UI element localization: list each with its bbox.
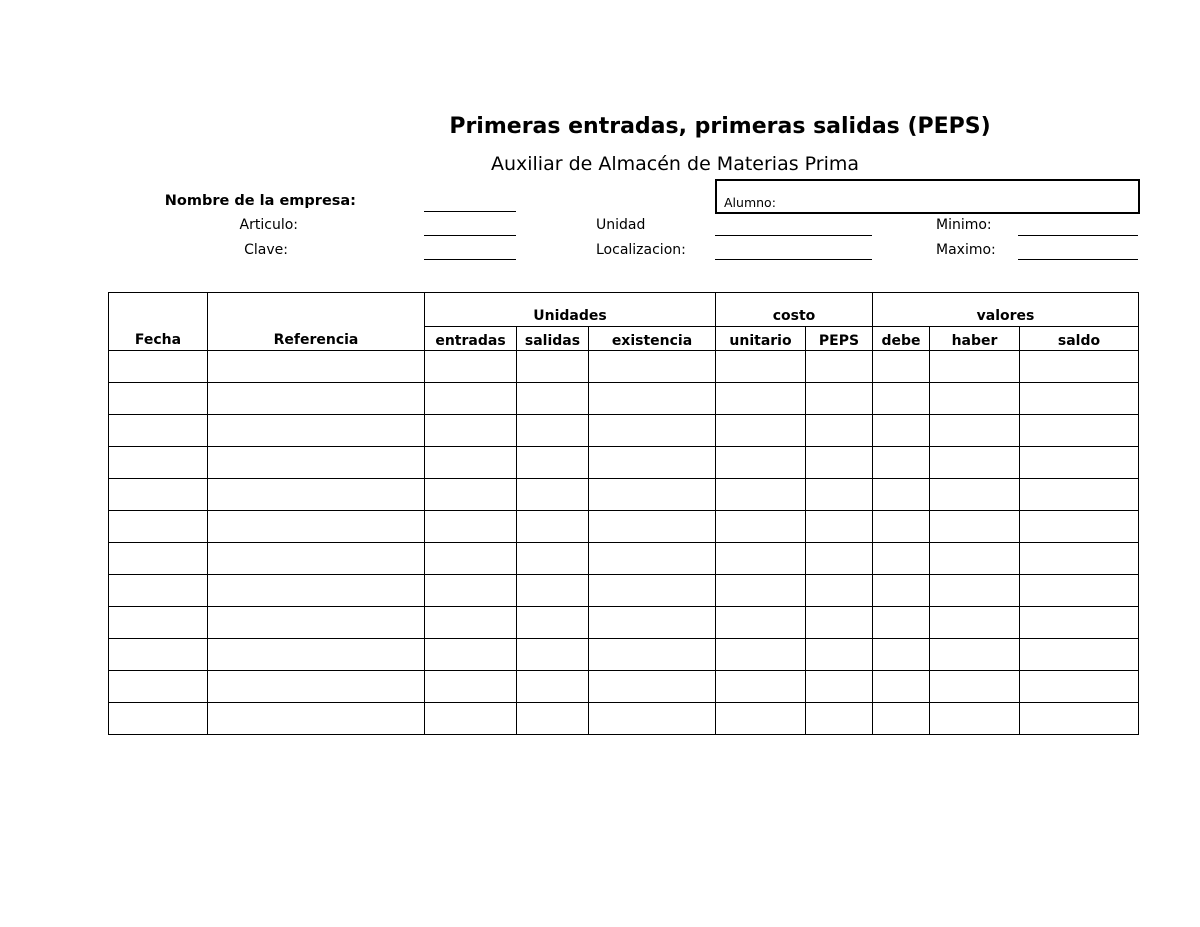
cell-fecha[interactable] bbox=[109, 383, 208, 415]
cell-fecha[interactable] bbox=[109, 447, 208, 479]
cell-debe[interactable] bbox=[873, 447, 930, 479]
cell-entradas[interactable] bbox=[425, 671, 517, 703]
cell-saldo[interactable] bbox=[1020, 543, 1139, 575]
cell-referencia[interactable] bbox=[208, 703, 425, 735]
cell-unitario[interactable] bbox=[716, 543, 806, 575]
cell-existencia[interactable] bbox=[589, 575, 716, 607]
cell-existencia[interactable] bbox=[589, 447, 716, 479]
page-subtitle: Auxiliar de Almacén de Materias Prima bbox=[490, 153, 860, 175]
maximo-label: Maximo: bbox=[936, 242, 996, 258]
cell-entradas[interactable] bbox=[425, 607, 517, 639]
cell-fecha[interactable] bbox=[109, 671, 208, 703]
cell-referencia[interactable] bbox=[208, 351, 425, 383]
cell-debe[interactable] bbox=[873, 351, 930, 383]
cell-fecha[interactable] bbox=[109, 607, 208, 639]
cell-peps[interactable] bbox=[806, 415, 873, 447]
cell-referencia[interactable] bbox=[208, 543, 425, 575]
alumno-box[interactable] bbox=[715, 179, 1140, 214]
cell-existencia[interactable] bbox=[589, 543, 716, 575]
table-row bbox=[109, 479, 1139, 511]
inventory-table bbox=[108, 292, 1139, 735]
cell-debe[interactable] bbox=[873, 511, 930, 543]
cell-entradas[interactable] bbox=[425, 383, 517, 415]
minimo-label: Minimo: bbox=[936, 217, 992, 233]
cell-existencia[interactable] bbox=[589, 703, 716, 735]
cell-peps[interactable] bbox=[806, 639, 873, 671]
cell-fecha[interactable] bbox=[109, 351, 208, 383]
cell-existencia[interactable] bbox=[589, 639, 716, 671]
cell-entradas[interactable] bbox=[425, 639, 517, 671]
cell-peps[interactable] bbox=[806, 543, 873, 575]
articulo-field[interactable] bbox=[424, 235, 516, 236]
cell-haber[interactable] bbox=[930, 479, 1020, 511]
maximo-field[interactable] bbox=[1018, 259, 1138, 260]
col-header-saldo: saldo bbox=[1020, 327, 1139, 351]
cell-haber[interactable] bbox=[930, 351, 1020, 383]
table-body bbox=[109, 351, 1139, 735]
cell-haber[interactable] bbox=[930, 383, 1020, 415]
cell-saldo[interactable] bbox=[1020, 671, 1139, 703]
cell-saldo[interactable] bbox=[1020, 383, 1139, 415]
cell-peps[interactable] bbox=[806, 511, 873, 543]
clave-field[interactable] bbox=[424, 259, 516, 260]
cell-saldo[interactable] bbox=[1020, 703, 1139, 735]
cell-unitario[interactable] bbox=[716, 351, 806, 383]
cell-peps[interactable] bbox=[806, 447, 873, 479]
cell-referencia[interactable] bbox=[208, 607, 425, 639]
table-row bbox=[109, 575, 1139, 607]
col-header-entradas: entradas bbox=[425, 327, 517, 351]
cell-peps[interactable] bbox=[806, 671, 873, 703]
table-row bbox=[109, 543, 1139, 575]
col-header-referencia: Referencia bbox=[208, 293, 425, 351]
cell-unitario[interactable] bbox=[716, 479, 806, 511]
cell-unitario[interactable] bbox=[716, 511, 806, 543]
table-row bbox=[109, 415, 1139, 447]
col-header-salidas: salidas bbox=[517, 327, 589, 351]
cell-referencia[interactable] bbox=[208, 575, 425, 607]
table-row bbox=[109, 447, 1139, 479]
cell-haber[interactable] bbox=[930, 639, 1020, 671]
cell-saldo[interactable] bbox=[1020, 607, 1139, 639]
cell-fecha[interactable] bbox=[109, 575, 208, 607]
cell-haber[interactable] bbox=[930, 671, 1020, 703]
cell-existencia[interactable] bbox=[589, 383, 716, 415]
alumno-label: Alumno: bbox=[724, 195, 776, 210]
cell-debe[interactable] bbox=[873, 479, 930, 511]
cell-haber[interactable] bbox=[930, 511, 1020, 543]
cell-fecha[interactable] bbox=[109, 511, 208, 543]
cell-salidas[interactable] bbox=[517, 575, 589, 607]
cell-debe[interactable] bbox=[873, 639, 930, 671]
cell-salidas[interactable] bbox=[517, 671, 589, 703]
cell-haber[interactable] bbox=[930, 575, 1020, 607]
cell-debe[interactable] bbox=[873, 383, 930, 415]
cell-haber[interactable] bbox=[930, 415, 1020, 447]
cell-salidas[interactable] bbox=[517, 639, 589, 671]
col-header-unitario: unitario bbox=[716, 327, 806, 351]
empresa-field[interactable] bbox=[424, 211, 516, 212]
cell-saldo[interactable] bbox=[1020, 479, 1139, 511]
cell-debe[interactable] bbox=[873, 607, 930, 639]
cell-peps[interactable] bbox=[806, 479, 873, 511]
cell-debe[interactable] bbox=[873, 415, 930, 447]
cell-referencia[interactable] bbox=[208, 639, 425, 671]
group-header-valores: valores bbox=[873, 293, 1139, 327]
cell-peps[interactable] bbox=[806, 351, 873, 383]
cell-salidas[interactable] bbox=[517, 415, 589, 447]
cell-salidas[interactable] bbox=[517, 383, 589, 415]
cell-existencia[interactable] bbox=[589, 351, 716, 383]
cell-entradas[interactable] bbox=[425, 351, 517, 383]
cell-fecha[interactable] bbox=[109, 415, 208, 447]
group-header-unidades: Unidades bbox=[425, 293, 716, 327]
cell-salidas[interactable] bbox=[517, 703, 589, 735]
cell-debe[interactable] bbox=[873, 543, 930, 575]
cell-peps[interactable] bbox=[806, 607, 873, 639]
cell-haber[interactable] bbox=[930, 607, 1020, 639]
cell-fecha[interactable] bbox=[109, 703, 208, 735]
cell-entradas[interactable] bbox=[425, 511, 517, 543]
cell-entradas[interactable] bbox=[425, 479, 517, 511]
localizacion-label: Localizacion: bbox=[596, 242, 686, 258]
cell-debe[interactable] bbox=[873, 671, 930, 703]
cell-existencia[interactable] bbox=[589, 671, 716, 703]
cell-saldo[interactable] bbox=[1020, 575, 1139, 607]
cell-entradas[interactable] bbox=[425, 415, 517, 447]
cell-unitario[interactable] bbox=[716, 671, 806, 703]
cell-haber[interactable] bbox=[930, 543, 1020, 575]
table-row bbox=[109, 607, 1139, 639]
cell-peps[interactable] bbox=[806, 383, 873, 415]
col-header-haber: haber bbox=[930, 327, 1020, 351]
cell-debe[interactable] bbox=[873, 575, 930, 607]
minimo-field[interactable] bbox=[1018, 235, 1138, 236]
col-header-peps: PEPS bbox=[806, 327, 873, 351]
clave-label: Clave: bbox=[244, 242, 288, 258]
col-header-debe: debe bbox=[873, 327, 930, 351]
empresa-label: Nombre de la empresa: bbox=[164, 193, 356, 209]
cell-unitario[interactable] bbox=[716, 383, 806, 415]
cell-referencia[interactable] bbox=[208, 447, 425, 479]
cell-saldo[interactable] bbox=[1020, 511, 1139, 543]
group-header-row bbox=[109, 293, 1139, 327]
cell-existencia[interactable] bbox=[589, 511, 716, 543]
cell-peps[interactable] bbox=[806, 575, 873, 607]
cell-referencia[interactable] bbox=[208, 671, 425, 703]
cell-fecha[interactable] bbox=[109, 479, 208, 511]
unidad-field[interactable] bbox=[715, 235, 872, 236]
cell-salidas[interactable] bbox=[517, 447, 589, 479]
cell-saldo[interactable] bbox=[1020, 639, 1139, 671]
cell-salidas[interactable] bbox=[517, 511, 589, 543]
cell-salidas[interactable] bbox=[517, 479, 589, 511]
cell-fecha[interactable] bbox=[109, 543, 208, 575]
group-header-costo: costo bbox=[716, 293, 873, 327]
table-row bbox=[109, 639, 1139, 671]
cell-unitario[interactable] bbox=[716, 415, 806, 447]
cell-salidas[interactable] bbox=[517, 543, 589, 575]
cell-entradas[interactable] bbox=[425, 447, 517, 479]
localizacion-field[interactable] bbox=[715, 259, 872, 260]
cell-salidas[interactable] bbox=[517, 607, 589, 639]
cell-existencia[interactable] bbox=[589, 479, 716, 511]
unidad-label: Unidad bbox=[596, 217, 646, 233]
cell-unitario[interactable] bbox=[716, 703, 806, 735]
cell-saldo[interactable] bbox=[1020, 351, 1139, 383]
cell-entradas[interactable] bbox=[425, 703, 517, 735]
cell-existencia[interactable] bbox=[589, 415, 716, 447]
table-row bbox=[109, 511, 1139, 543]
cell-unitario[interactable] bbox=[716, 639, 806, 671]
cell-referencia[interactable] bbox=[208, 415, 425, 447]
cell-existencia[interactable] bbox=[589, 607, 716, 639]
cell-peps[interactable] bbox=[806, 703, 873, 735]
table-row bbox=[109, 383, 1139, 415]
cell-referencia[interactable] bbox=[208, 383, 425, 415]
cell-referencia[interactable] bbox=[208, 511, 425, 543]
cell-referencia[interactable] bbox=[208, 479, 425, 511]
page-title: Primeras entradas, primeras salidas (PEPS) bbox=[449, 114, 991, 139]
col-header-fecha: Fecha bbox=[109, 293, 208, 351]
cell-salidas[interactable] bbox=[517, 351, 589, 383]
cell-haber[interactable] bbox=[930, 703, 1020, 735]
articulo-label: Articulo: bbox=[239, 217, 298, 233]
cell-entradas[interactable] bbox=[425, 543, 517, 575]
col-header-existencia: existencia bbox=[589, 327, 716, 351]
cell-debe[interactable] bbox=[873, 703, 930, 735]
cell-saldo[interactable] bbox=[1020, 415, 1139, 447]
cell-unitario[interactable] bbox=[716, 447, 806, 479]
cell-unitario[interactable] bbox=[716, 575, 806, 607]
table-row bbox=[109, 671, 1139, 703]
table-row bbox=[109, 351, 1139, 383]
cell-haber[interactable] bbox=[930, 447, 1020, 479]
table-row bbox=[109, 703, 1139, 735]
cell-fecha[interactable] bbox=[109, 639, 208, 671]
cell-unitario[interactable] bbox=[716, 607, 806, 639]
cell-saldo[interactable] bbox=[1020, 447, 1139, 479]
cell-entradas[interactable] bbox=[425, 575, 517, 607]
